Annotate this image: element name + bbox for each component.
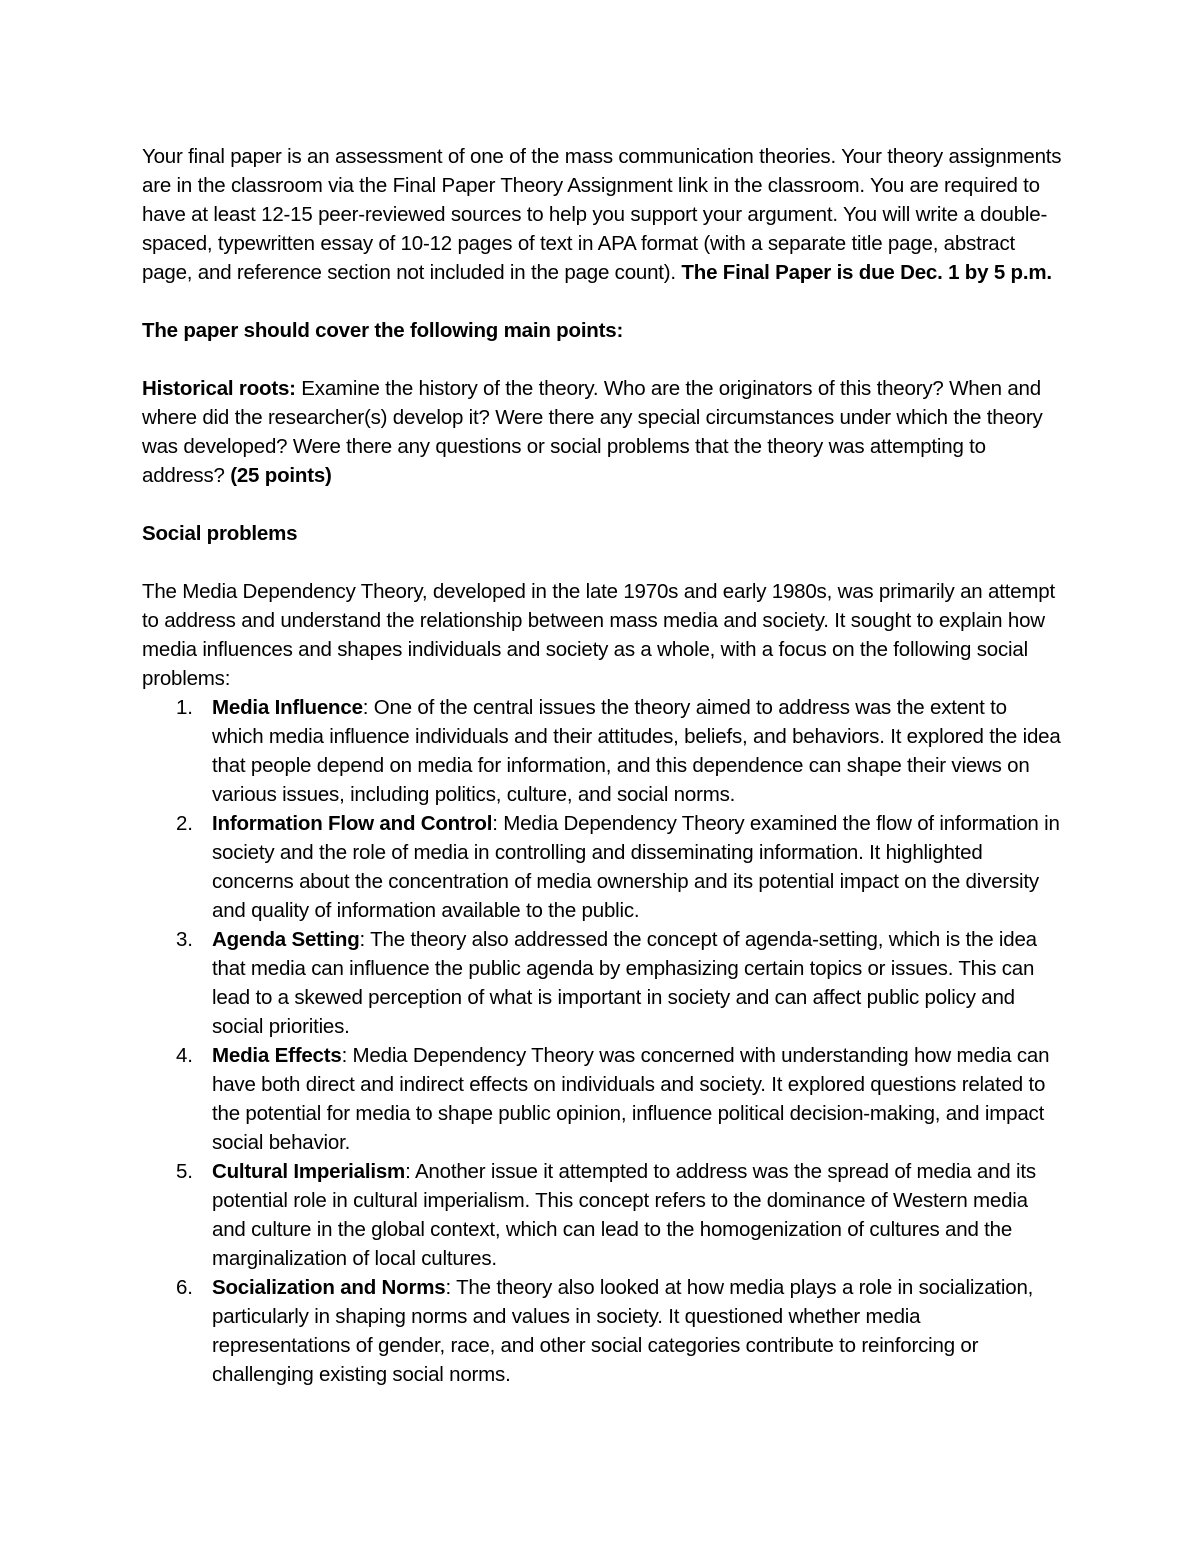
main-points-heading-text: The paper should cover the following main points: — [142, 319, 624, 342]
social-problems-list — [142, 693, 1062, 1389]
main-points-heading — [142, 316, 1062, 345]
list-item — [142, 693, 1062, 809]
list-item-number: 4. — [176, 1044, 193, 1067]
list-item-number: 1. — [176, 696, 193, 719]
list-item-text: : Media Dependency Theory examined the flow of information in society and the role of media in controlling and disseminating information. It highlighted concerns about the concentration of media ownership and its potential impact on the diversity and quality of information available to the public. — [212, 812, 1060, 922]
due-date-text: The Final Paper is due Dec. 1 by 5 p.m. — [681, 261, 1052, 284]
list-item-title: Information Flow and Control — [212, 812, 493, 835]
historical-roots-label: Historical roots: — [142, 377, 296, 400]
social-problems-heading-text: Social problems — [142, 522, 298, 545]
historical-roots-paragraph — [142, 374, 1062, 490]
list-item-text: : The theory also looked at how media plays a role in socialization, particularly in shaping norms and values in society. It questioned whether media representations of gender, race, and other social categories contribute to reinforcing or challenging existing social norms. — [212, 1276, 1034, 1386]
list-item-text: : One of the central issues the theory aimed to address was the extent to which media influence individuals and their attitudes, beliefs, and behaviors. It explored the idea that people depend on media for information, and this dependence can shape their views on various issues, including politics, culture, and social norms. — [212, 696, 1061, 806]
list-item — [142, 1273, 1062, 1389]
social-problems-heading — [142, 519, 1062, 548]
list-item-number: 5. — [176, 1160, 193, 1183]
list-item — [142, 809, 1062, 925]
list-item — [142, 1041, 1062, 1157]
document-page — [142, 142, 1062, 1389]
list-item-title: Agenda Setting — [212, 928, 360, 951]
list-item-number: 2. — [176, 812, 193, 835]
social-problems-intro: The Media Dependency Theory, developed in the late 1970s and early 1980s, was primarily an attempt to address and understand the relationship between mass media and society. It sought to explain how media influences and shapes individuals and society as a whole, with a focus on the following social problems: — [142, 580, 1055, 690]
historical-roots-points: (25 points) — [230, 464, 332, 487]
list-item-text: : Media Dependency Theory was concerned with understanding how media can have both direct and indirect effects on individuals and society. It explored questions related to the potential for media to shape public opinion, influence political decision-making, and impact social behavior. — [212, 1044, 1050, 1154]
intro-paragraph — [142, 142, 1062, 287]
list-item-title: Media Influence — [212, 696, 363, 719]
list-item — [142, 1157, 1062, 1273]
intro-text: Your final paper is an assessment of one of the mass communication theories. Your theory assignments are in the classroom via the Final Paper Theory Assignment link in the classroom. You are required to have at least 12-15 peer-reviewed sources to help you support your argument. You will write a double-spaced, typewritten essay of 10-12 pages of text in APA format (with a separate title page, abstract page, and reference section not included in the page count). — [142, 145, 1062, 284]
list-item-text: : The theory also addressed the concept of agenda-setting, which is the idea that media can influence the public agenda by emphasizing certain topics or issues. This can lead to a skewed perception of what is important in society and can affect public policy and social priorities. — [212, 928, 1037, 1038]
list-item-title: Media Effects — [212, 1044, 342, 1067]
list-item-title: Socialization and Norms — [212, 1276, 446, 1299]
list-item-title: Cultural Imperialism — [212, 1160, 406, 1183]
list-item-number: 6. — [176, 1276, 193, 1299]
list-item — [142, 925, 1062, 1041]
list-item-text: : Another issue it attempted to address was the spread of media and its potential role in cultural imperialism. This concept refers to the dominance of Western media and culture in the global context, which can lead to the homogenization of cultures and the marginalization of local cultures. — [212, 1160, 1036, 1270]
list-item-number: 3. — [176, 928, 193, 951]
historical-roots-text: Examine the history of the theory. Who are the originators of this theory? When and where did the researcher(s) develop it? Were there any special circumstances under which the theory was developed? Were there any questions or social problems that the theory was attempting to address? — [142, 377, 1043, 487]
